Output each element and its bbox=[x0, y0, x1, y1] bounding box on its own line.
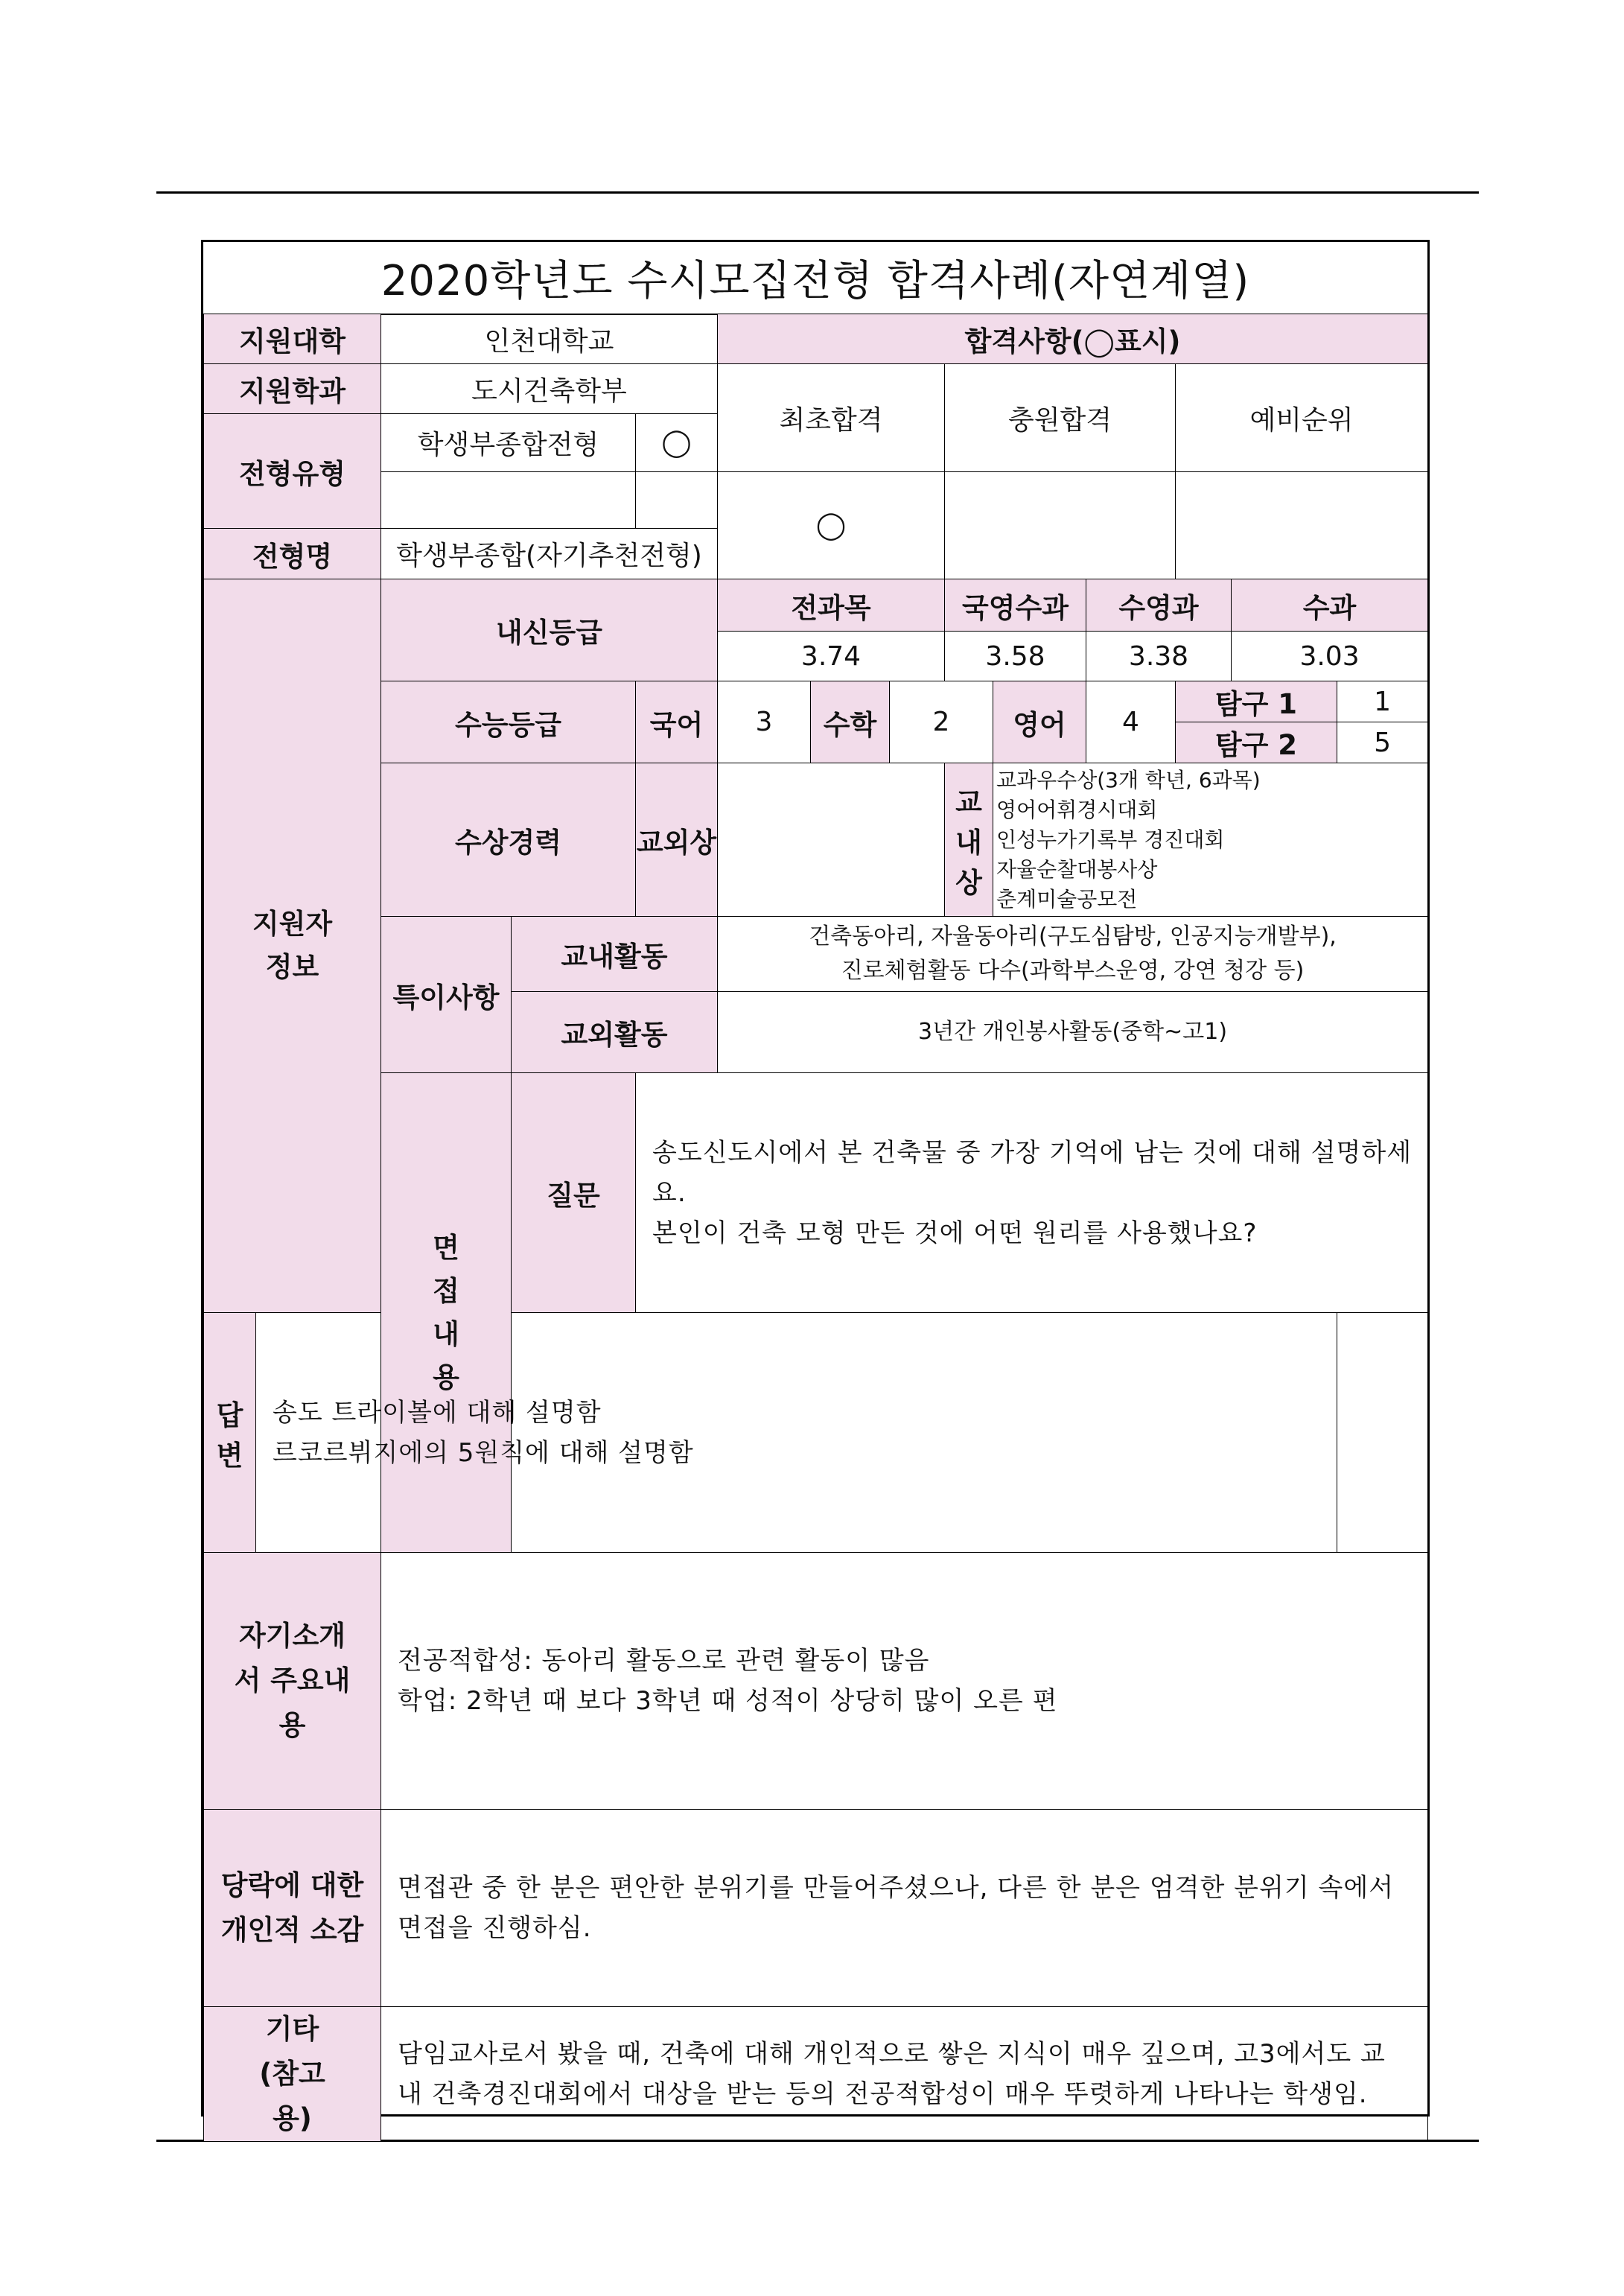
impression-value bbox=[381, 1810, 1428, 2007]
department-value: 도시건축학부 bbox=[381, 364, 718, 414]
gpa-header-all: 전과목 bbox=[718, 579, 945, 632]
csat-label: 수능등급 bbox=[381, 681, 636, 763]
gpa-header-ms: 수과 bbox=[1232, 579, 1428, 632]
csat-inquiry1-value: 1 bbox=[1337, 681, 1428, 722]
result-additional-mark bbox=[945, 472, 1176, 579]
etc-line: 담임교사로서 봤을 때, 건축에 대해 개인적으로 쌓은 지식이 매우 깊으며, 고3에서도 교 bbox=[398, 2039, 1386, 2069]
award-item: 자율순찰대봉사상 bbox=[996, 856, 1158, 882]
csat-english-label: 영어 bbox=[993, 681, 1086, 763]
impression-line: 면접을 진행하심. bbox=[398, 1913, 592, 1943]
internal-activities-label: 교내활동 bbox=[512, 917, 718, 992]
csat-math-value: 2 bbox=[890, 681, 993, 763]
admission-type-value: 학생부종합전형 bbox=[381, 414, 636, 472]
external-activities-value: 3년간 개인봉사활동(중학~고1) bbox=[718, 992, 1428, 1073]
csat-english-value: 4 bbox=[1086, 681, 1176, 763]
interview-label: 면접 내용 bbox=[381, 1073, 512, 1553]
activity-line: 진로체험활동 다수(과학부스운영, 강연 청강 등) bbox=[841, 958, 1305, 984]
gpa-value-all: 3.74 bbox=[718, 632, 945, 681]
department-label: 지원학과 bbox=[204, 364, 381, 414]
question-value bbox=[636, 1073, 1428, 1313]
impression-line: 면접관 중 한 분은 편안한 분위기를 만들어주셨으나, 다른 한 분은 엄격한 분위기 속에서 bbox=[398, 1873, 1395, 1903]
special-label: 특이사항 bbox=[381, 917, 512, 1073]
case-table bbox=[203, 314, 1428, 2142]
self-intro-label: 자기소개서 주요내용 bbox=[204, 1553, 381, 1810]
answer-value bbox=[256, 1313, 1337, 1553]
csat-math-label: 수학 bbox=[811, 681, 890, 763]
gpa-value-kems: 3.58 bbox=[945, 632, 1086, 681]
question-line: 송도신도시에서 본 건축물 중 가장 기억에 남는 것에 대해 설명하세요. bbox=[652, 1137, 1413, 1208]
internal-awards-list bbox=[993, 763, 1428, 917]
gpa-label: 내신등급 bbox=[381, 579, 718, 681]
question-line: 본인이 건축 모형 만든 것에 어떤 원리를 사용했나요? bbox=[652, 1218, 1258, 1248]
activity-line: 건축동아리, 자율동아리(구도심탐방, 인공지능개발부), bbox=[809, 923, 1337, 950]
gpa-header-kems: 국영수과 bbox=[945, 579, 1086, 632]
page-title: 2020학년도 수시모집전형 합격사례(자연계열) bbox=[203, 242, 1427, 315]
external-activities-label: 교외활동 bbox=[512, 992, 718, 1073]
admission-name-value: 학생부종합(자기추천전형) bbox=[381, 529, 718, 579]
internal-activities-value bbox=[718, 917, 1428, 992]
university-label: 지원대학 bbox=[204, 314, 381, 364]
answer-line: 송도 트라이볼에 대해 설명함 bbox=[273, 1397, 602, 1428]
self-intro-line: 학업: 2학년 때 보다 3학년 때 성적이 상당히 많이 오른 편 bbox=[398, 1686, 1058, 1716]
self-intro-value bbox=[381, 1553, 1428, 1810]
etc-value bbox=[381, 2007, 1428, 2142]
award-item: 교과우수상(3개 학년, 6과목) bbox=[996, 767, 1261, 792]
result-first: 최초합격 bbox=[718, 364, 945, 472]
internal-awards-label: 교내상 bbox=[945, 763, 993, 917]
csat-inquiry1-label: 탐구 1 bbox=[1176, 681, 1337, 722]
awards-label: 수상경력 bbox=[381, 763, 636, 917]
admission-type-blank bbox=[381, 472, 636, 529]
answer-line: 르코르뷔지에의 5원칙에 대해 설명함 bbox=[273, 1437, 694, 1468]
result-header: 합격사항(◯표시) bbox=[718, 314, 1428, 364]
result-waitlist: 예비순위 bbox=[1176, 364, 1428, 472]
csat-korean-value: 3 bbox=[718, 681, 811, 763]
csat-inquiry2-value: 5 bbox=[1337, 722, 1428, 763]
admission-type-mark: ◯ bbox=[636, 414, 718, 472]
applicant-info-label: 지원자 정보 bbox=[204, 579, 381, 1313]
university-value: 인천대학교 bbox=[381, 314, 718, 364]
gpa-value-mes: 3.38 bbox=[1086, 632, 1232, 681]
question-label: 질문 bbox=[512, 1073, 636, 1313]
self-intro-line: 전공적합성: 동아리 활동으로 관련 활동이 많음 bbox=[398, 1646, 930, 1676]
result-first-mark: ◯ bbox=[718, 472, 945, 579]
admission-type-label: 전형유형 bbox=[204, 414, 381, 529]
external-awards-value bbox=[718, 763, 945, 917]
csat-korean-label: 국어 bbox=[636, 681, 718, 763]
result-waitlist-mark bbox=[1176, 472, 1428, 579]
etc-label: 기타 (참고용) bbox=[204, 2007, 381, 2142]
admission-type-blank-mark bbox=[636, 472, 718, 529]
award-item: 춘계미술공모전 bbox=[996, 886, 1138, 912]
top-rule bbox=[156, 191, 1479, 194]
answer-label: 답변 bbox=[204, 1313, 256, 1553]
award-item: 영어어휘경시대회 bbox=[996, 797, 1158, 822]
admission-case-document bbox=[201, 240, 1430, 2134]
etc-line: 내 건축경진대회에서 대상을 받는 등의 전공적합성이 매우 뚜렷하게 나타나는 학생임. bbox=[398, 2079, 1368, 2109]
external-awards-label: 교외상 bbox=[636, 763, 718, 917]
csat-inquiry2-label: 탐구 2 bbox=[1176, 722, 1337, 763]
admission-name-label: 전형명 bbox=[204, 529, 381, 579]
award-item: 인성누가기록부 경진대회 bbox=[996, 827, 1225, 852]
result-additional: 충원합격 bbox=[945, 364, 1176, 472]
impression-label: 당락에 대한 개인적 소감 bbox=[204, 1810, 381, 2007]
gpa-header-mes: 수영과 bbox=[1086, 579, 1232, 632]
gpa-value-ms: 3.03 bbox=[1232, 632, 1428, 681]
